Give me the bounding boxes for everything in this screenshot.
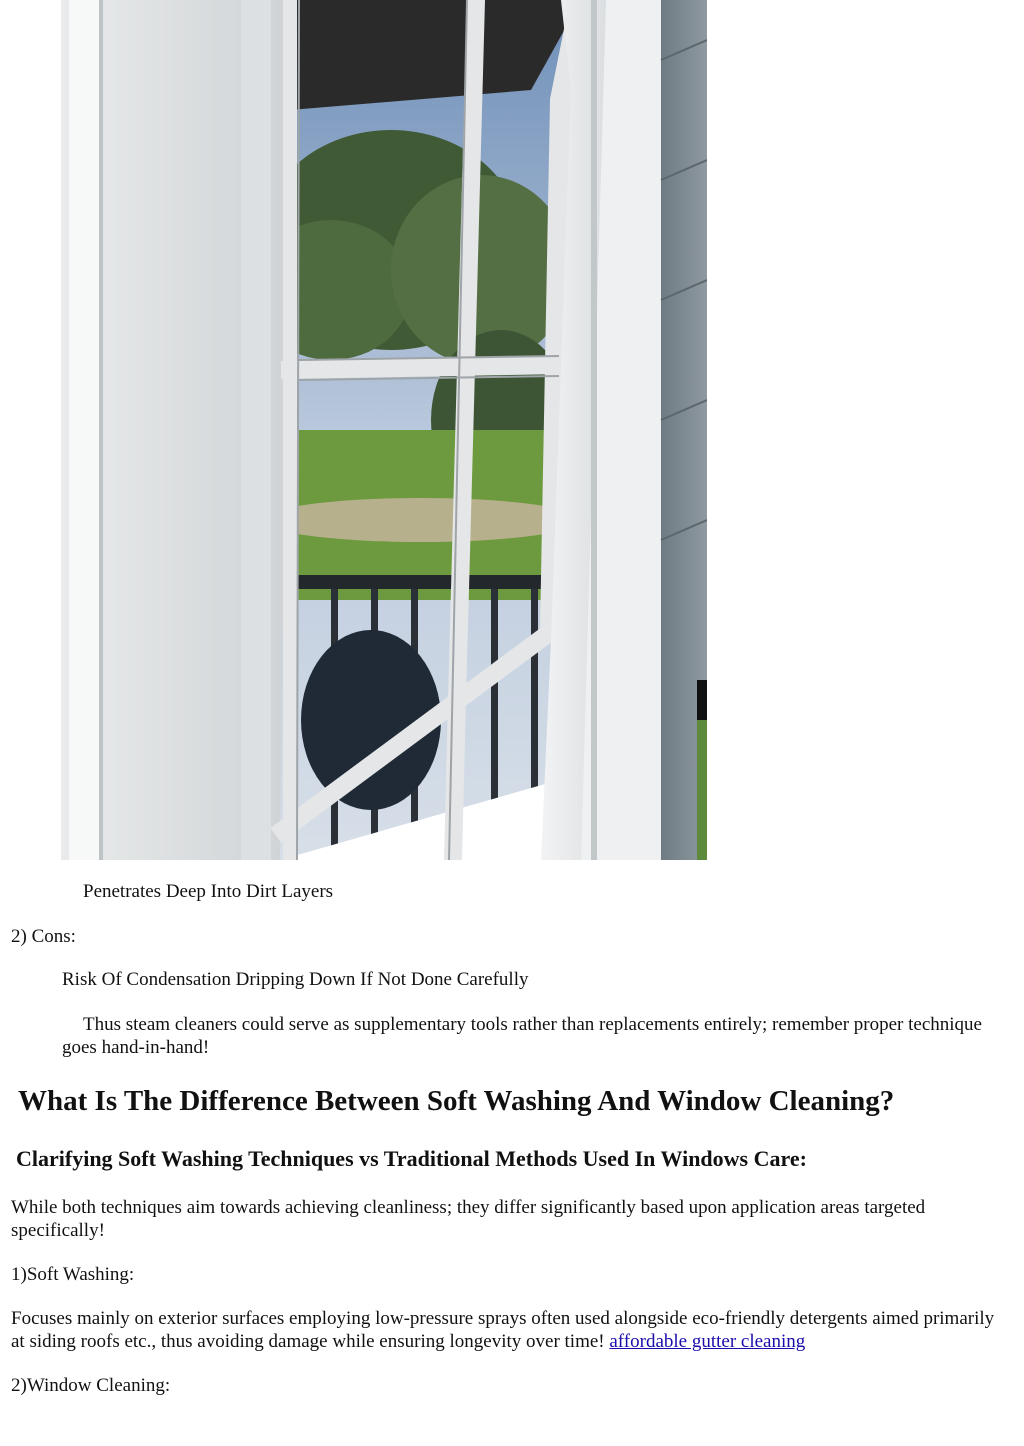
intro-paragraph: While both techniques aim towards achieving cleanliness; they differ significantly based upon application areas targeted specifically! — [11, 1197, 926, 1241]
main-heading: What Is The Difference Between Soft Washing And Window Cleaning? — [18, 1085, 895, 1117]
soft-washing-text: Focuses mainly on exterior surfaces employing low-pressure sprays often used alongside eco-friendly detergents aimed primarily at siding roofs etc., thus avoiding damage while ensuring longevity over time! — [11, 1308, 995, 1352]
gutter-cleaning-link[interactable]: affordable gutter cleaning — [609, 1331, 806, 1352]
cons-heading: 2) Cons: — [11, 926, 76, 947]
cons-item-condensation: Risk Of Condensation Dripping Down If Not Done Carefully — [62, 969, 529, 990]
window-photo — [61, 0, 707, 860]
soft-washing-paragraph — [11, 1307, 1011, 1353]
window-cleaning-label: 2)Window Cleaning: — [11, 1375, 171, 1396]
soft-washing-label: 1)Soft Washing: — [11, 1264, 135, 1285]
steam-conclusion: Thus steam cleaners could serve as supplementary tools rather than replacements entirely; remember proper technique goes hand-in-hand! — [62, 1014, 982, 1058]
pros-item-steam: Penetrates Deep Into Dirt Layers — [83, 881, 334, 902]
sub-heading: Clarifying Soft Washing Techniques vs Traditional Methods Used In Windows Care: — [16, 1146, 807, 1171]
